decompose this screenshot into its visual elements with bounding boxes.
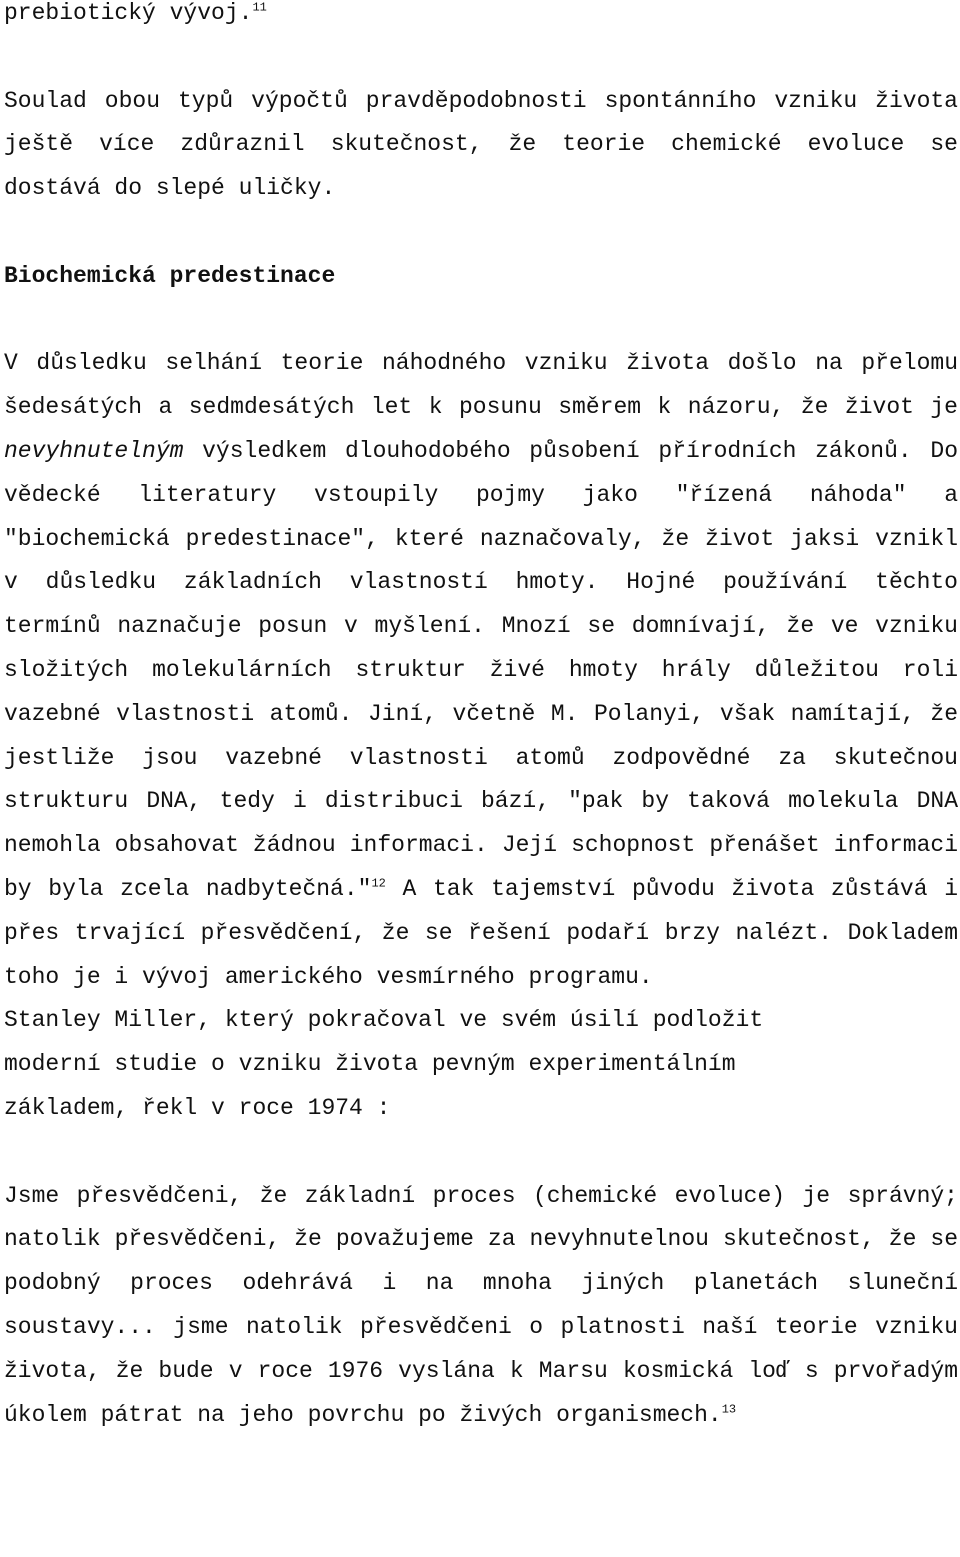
predestinace-emphasis: nevyhnutelným (4, 437, 184, 464)
predestinace-text-b: výsledkem dlouhodobého působení přírodních zákonů. Do vědecké literatury vstoupily pojmy jako "řízená náhoda" a "biochemická predestinace", které naznačovaly, že život jaksi vznikl v důsledku základních vlastností hmoty. Hojné používání těchto termínů naznačuje posun v myšlení. Mnozí se domnívají, že ve vzniku složitých molekulárních struktur živé hmoty hrály důležitou roli vazebné vlastnosti atomů. Jiní, včetně M. Polanyi, však namítají, že jestliže jsou vazebné vlastnosti atomů zodpovědné za skutečnou strukturu DNA, tedy i distribuci bází, "pak by taková molekula DNA nemohla obsahovat žádnou informaci. Její schopnost přenášet informaci by byla zcela nadbytečná." (4, 437, 958, 902)
continuation-text: prebiotický vývoj. (4, 0, 253, 26)
paragraph-gap (4, 211, 958, 255)
paragraph-gap (4, 299, 958, 343)
miller-line-1: Stanley Miller, který pokračoval ve svém úsilí podložit (4, 1007, 764, 1034)
miller-line-3: základem, řekl v roce 1974 : (4, 1094, 391, 1121)
paragraph-continuation (4, 0, 958, 36)
paragraph-gap (4, 36, 958, 80)
paragraph-quote (4, 1175, 958, 1438)
paragraph-predestinace (4, 342, 958, 1130)
paragraph-gap (4, 1131, 958, 1175)
footnote-ref-13: 13 (721, 1401, 737, 1416)
predestinace-text-a: V důsledku selhání teorie náhodného vzniku života došlo na přelomu šedesátých a sedmdesátých let k posunu směrem k názoru, že život je (4, 350, 958, 421)
footnote-ref-12: 12 (371, 876, 386, 891)
predestinace-text-c: A tak tajemství původu života zůstává i přes trvající přesvědčení, že se řešení podaří brzy nalézt. Dokladem toho je i vývoj amerického vesmírného programu. (4, 875, 958, 990)
soulad-text: Soulad obou typů výpočtů pravděpodobnosti spontánního vzniku života ještě více zdůraznil skutečnost, že teorie chemické evoluce se dostává do slepé uličky. (4, 87, 958, 202)
miller-line-2: moderní studie o vzniku života pevným experimentálním (4, 1051, 736, 1078)
paragraph-soulad (4, 80, 958, 211)
document-page (4, 0, 958, 1437)
footnote-ref-11: 11 (252, 0, 267, 15)
quote-text: Jsme přesvědčeni, že základní proces (chemické evoluce) je správný; natolik přesvědčeni, že považujeme za nevyhnutelnou skutečnost, že se podobný proces odehrává i na mnoha jiných planetách sluneční soustavy... jsme natolik přesvědčeni o platnosti naší teorie vzniku života, že bude v roce 1976 vyslána k Marsu kosmická loď s prvořadým úkolem pátrat na jeho povrchu po živých organismech. (4, 1182, 958, 1428)
section-heading: Biochemická predestinace (4, 262, 336, 289)
